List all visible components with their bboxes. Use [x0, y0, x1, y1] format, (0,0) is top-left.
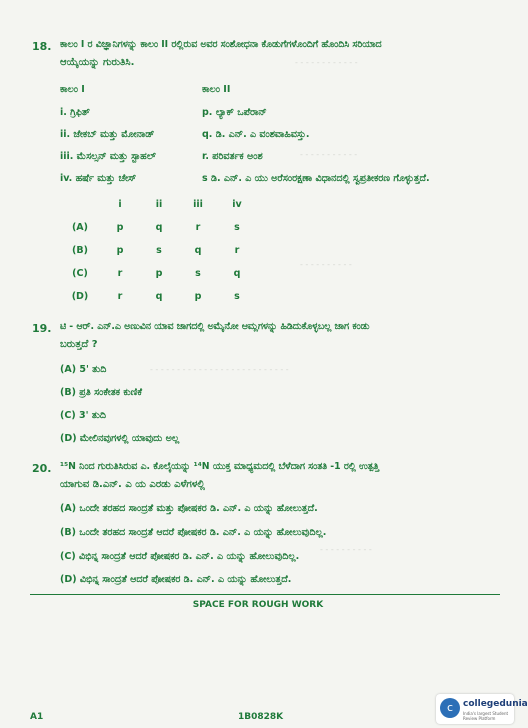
bleed-through-text: - - - - - - - - - -: [320, 545, 372, 554]
question-line: ¹⁵N ನಿಂದ ಗುರುತಿಸಿರುವ ಎ. ಕೊಲೈಯನ್ನು ¹⁴N ಯುಕ್ತ ಮಾಧ್ಯಮದಲ್ಲಿ ಬೆಳೆದಾಗ ಸಂತತಿ -1 ರಲ್ಲಿ ಉತ್ಪತ್ತಿ: [60, 461, 380, 472]
grid-cell: p: [194, 291, 202, 302]
answer-option[interactable]: (C) 3' ತುದಿ: [60, 410, 106, 421]
grid-cell: r: [195, 222, 201, 233]
grid-cell: s: [156, 245, 162, 256]
logo-tagline: India's largest Student Review Platform: [463, 711, 509, 721]
grid-cell: r: [234, 245, 240, 256]
question-number: 19.: [32, 322, 52, 335]
bleed-through-text: - - - - - - - - - - - -: [295, 58, 358, 67]
question-text: [60, 458, 510, 494]
column-1-header: ಕಾಲಂ I: [60, 84, 85, 95]
grid-cell: q: [155, 222, 163, 233]
column-1-item: iii. ಮೆಸಲ್ಸನ್ ಮತ್ತು ಸ್ಟಾಹಲ್: [60, 151, 156, 162]
divider: [30, 594, 500, 595]
grid-cell: r: [117, 268, 123, 279]
question-number: 20.: [32, 462, 52, 475]
booklet-code: 1B0828K: [238, 712, 284, 722]
answer-option[interactable]: (C) ವಿಭಿನ್ನ ಸಾಂದ್ರತೆ ಆದರೆ ಪೋಷಕರ ಡಿ. ಎನ್. ಎ ಯನ್ನು ಹೋಲುವುದಿಲ್ಲ.: [60, 551, 300, 562]
grid-cell: p: [155, 268, 163, 279]
column-2-item: p. ಲ್ಯಾಕ್ ಒಪೆರಾನ್: [202, 107, 267, 118]
grid-header: iii: [193, 199, 203, 210]
option-label[interactable]: (A): [71, 222, 89, 233]
answer-option[interactable]: (A) ಒಂದೇ ತರಹದ ಸಾಂದ್ರತೆ ಮತ್ತು ಪೋಷಕರ ಡಿ. ಎನ್. ಎ ಯನ್ನು ಹೋಲುತ್ತದೆ.: [60, 503, 318, 514]
column-2-item: r. ಪರಿವರ್ತಕ ಅಂಶ: [202, 151, 263, 162]
bleed-through-text: - - - - - - - - - - - - - - - - - - - - - - - - - -: [150, 365, 289, 374]
rough-work-label: SPACE FOR ROUGH WORK: [192, 600, 324, 610]
grid-header: i: [118, 199, 122, 210]
grid-cell: p: [116, 222, 124, 233]
column-1-item: i. ಗ್ರಿಫಿತ್: [60, 107, 90, 118]
answer-option[interactable]: (A) 5' ತುದಿ: [60, 364, 107, 375]
grid-cell: q: [194, 245, 202, 256]
answer-option[interactable]: (B) ಪ್ರತಿ ಸಂಕೇತಕ ಕುಣಿಕೆ: [60, 387, 143, 398]
option-label[interactable]: (C): [72, 268, 88, 279]
collegedunia-logo: [436, 694, 528, 724]
grid-header: iv: [232, 199, 242, 210]
column-2-item: s ಡಿ. ಎನ್. ಎ ಯು ಅರೆಸಂರಕ್ಷಣಾ ವಿಧಾನದಲ್ಲಿ ಸ್ವಪ್ರತೀಕರಣ ಗೊಳ್ಳುತ್ತದೆ.: [202, 173, 430, 184]
grid-header: ii: [155, 199, 163, 210]
question-line: ಯಾಗುವ ಡಿ.ಎನ್. ಎ ಯ ಎರಡು ಎಳೆಗಳಲ್ಲಿ: [60, 479, 205, 490]
grid-cell: s: [234, 222, 240, 233]
bleed-through-text: - - - - - - - - - - -: [300, 150, 358, 159]
question-line: ಕಾಲಂ I ರ ವಿಜ್ಞಾನಿಗಳನ್ನು ಕಾಲಂ II ರಲ್ಲಿರುವ ಅವರ ಸಂಶೋಧನಾ ಕೊಡುಗೆಗಳೊಂದಿಗೆ ಹೊಂದಿಸಿ ಸರಿಯಾದ: [60, 39, 382, 50]
question-text: [60, 36, 510, 72]
question-text: [60, 318, 510, 354]
grid-cell: s: [234, 291, 240, 302]
answer-option[interactable]: (D) ವಿಭಿನ್ನ ಸಾಂದ್ರತೆ ಆದರೆ ಪೋಷಕರ ಡಿ. ಎನ್. ಎ ಯನ್ನು ಹೋಲುತ್ತದೆ.: [60, 574, 292, 585]
page-code: A1: [30, 712, 44, 722]
bleed-through-text: - - - - - - - - - -: [300, 260, 352, 269]
option-label[interactable]: (B): [72, 245, 88, 256]
question-line: ಆಯ್ಕೆಯನ್ನು ಗುರುತಿಸಿ.: [60, 57, 135, 68]
question-line: ಟಿ - ಆರ್. ಎನ್.ಎ ಅಣುವಿನ ಯಾವ ಜಾಗದಲ್ಲಿ ಅಮೈನೋ ಆಮ್ಲಗಳನ್ನು ಹಿಡಿದುಕೊಳ್ಳಬಲ್ಲ ಜಾಗ ಕಂಡು: [60, 321, 370, 332]
column-2-item: q. ಡಿ. ಎನ್. ಎ ವಂಶವಾಹಿವಸ್ತು.: [202, 129, 310, 140]
grid-cell: s: [195, 268, 201, 279]
answer-option[interactable]: (B) ಒಂದೇ ತರಹದ ಸಾಂದ್ರತೆ ಆದರೆ ಪೋಷಕರ ಡಿ. ಎನ್. ಎ ಯನ್ನು ಹೋಲುವುದಿಲ್ಲ.: [60, 527, 327, 538]
question-number: 18.: [32, 40, 52, 53]
question-line: ಬರುತ್ತದೆ ?: [60, 339, 98, 350]
option-label[interactable]: (D): [71, 291, 89, 302]
column-1-item: ii. ಜೇಕಬ್ ಮತ್ತು ಮೋನಾಡ್: [60, 129, 155, 140]
column-2-header: ಕಾಲಂ II: [202, 84, 231, 95]
grid-cell: q: [233, 268, 241, 279]
logo-text: collegedunia: [463, 699, 528, 709]
column-1-item: iv. ಹರ್ಷೆ ಮತ್ತು ಚೇಸ್: [60, 173, 137, 184]
grid-cell: p: [116, 245, 124, 256]
answer-option[interactable]: (D) ಮೇಲಿನವುಗಳಲ್ಲಿ ಯಾವುದು ಅಲ್ಲ: [60, 433, 180, 444]
grid-cell: q: [155, 291, 163, 302]
grid-cell: r: [117, 291, 123, 302]
logo-mark-icon: c: [440, 698, 460, 718]
